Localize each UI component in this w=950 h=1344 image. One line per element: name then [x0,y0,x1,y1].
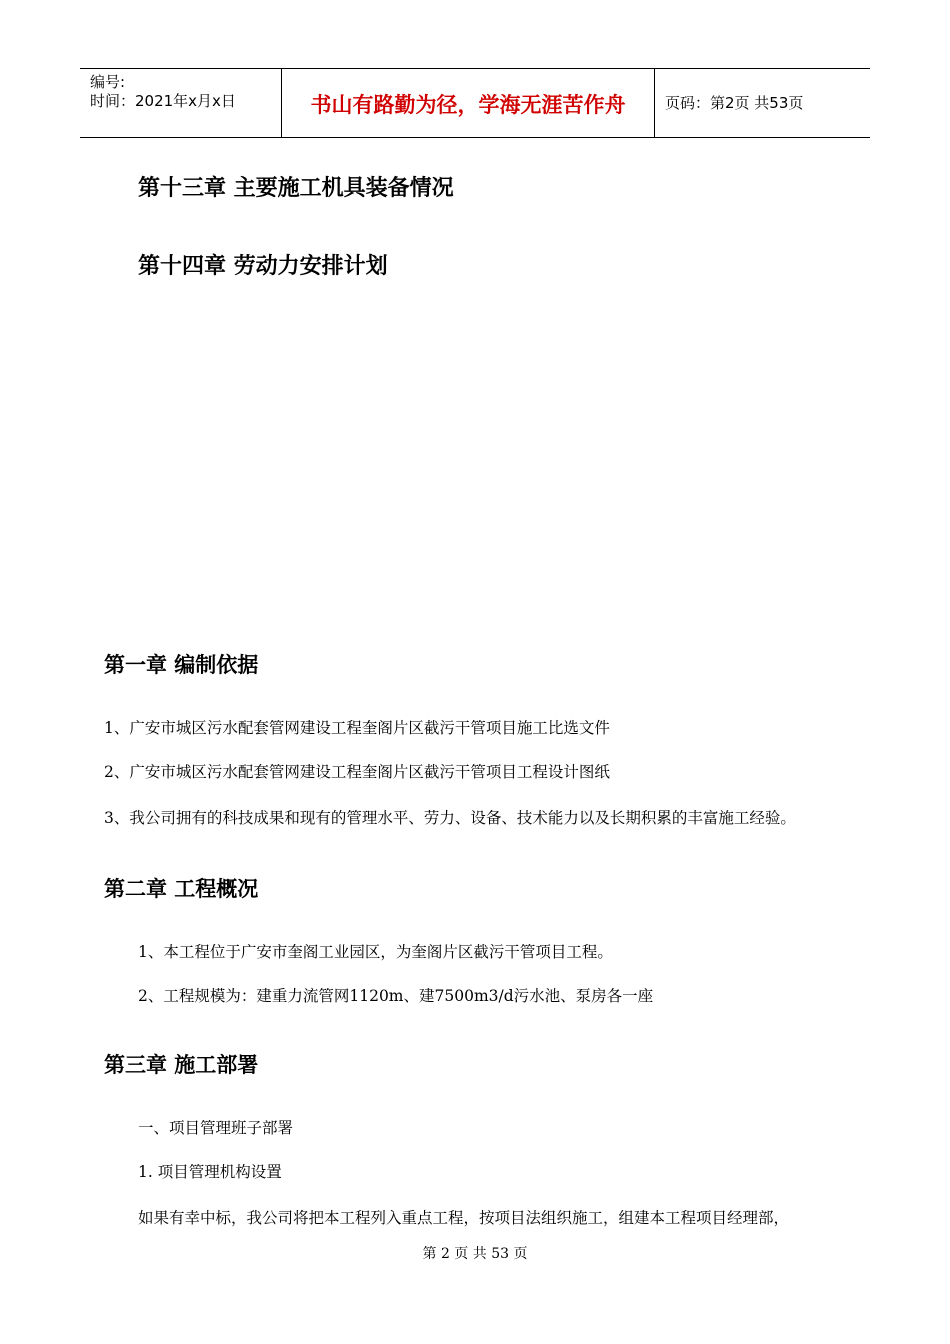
chapter-2-heading: 第二章 工程概况 [104,877,259,901]
page-header [80,68,870,138]
chapter-2-item-1: 1、本工程位于广安市奎阁工业园区，为奎阁片区截污干管项目工程。 [138,943,613,961]
header-motto: 书山有路勤为径，学海无涯苦作舟 [310,93,626,117]
chapter-1-item-3: 3、我公司拥有的科技成果和现有的管理水平、劳力、设备、技术能力以及长期积累的丰富施工经验。 [104,809,796,827]
chapter-2-item-2: 2、工程规模为：建重力流管网1120m、建7500m3/d污水池、泵房各一座 [138,987,654,1005]
chapter-1-item-2: 2、广安市城区污水配套管网建设工程奎阁片区截污干管项目工程设计图纸 [104,763,610,781]
page-footer: 第 2 页 共 53 页 [422,1246,528,1262]
chapter-1-item-1: 1、广安市城区污水配套管网建设工程奎阁片区截污干管项目施工比选文件 [104,719,610,737]
chapter-3-paragraph: 如果有幸中标，我公司将把本工程列入重点工程，按项目法组织施工，组建本工程项目经理部， [138,1209,790,1227]
header-right-cell [655,69,870,137]
chapter-3-subheading-1: 一、项目管理班子部署 [138,1119,294,1137]
chapter-1-heading: 第一章 编制依据 [104,653,259,677]
header-page-info: 页码：第2页 共53页 [665,94,804,112]
document-number-label: 编号: [90,73,126,91]
header-center-cell [281,69,655,137]
chapter-3-subheading-2: 1. 项目管理机构设置 [138,1163,282,1181]
document-time-label: 时间：2021年x月x日 [90,92,236,110]
toc-entry-chapter-13[interactable]: 第十三章 主要施工机具装备情况 [138,176,454,201]
toc-entry-chapter-14[interactable]: 第十四章 劳动力安排计划 [138,254,388,279]
chapter-3-heading: 第三章 施工部署 [104,1053,259,1077]
header-left-cell [80,69,280,137]
